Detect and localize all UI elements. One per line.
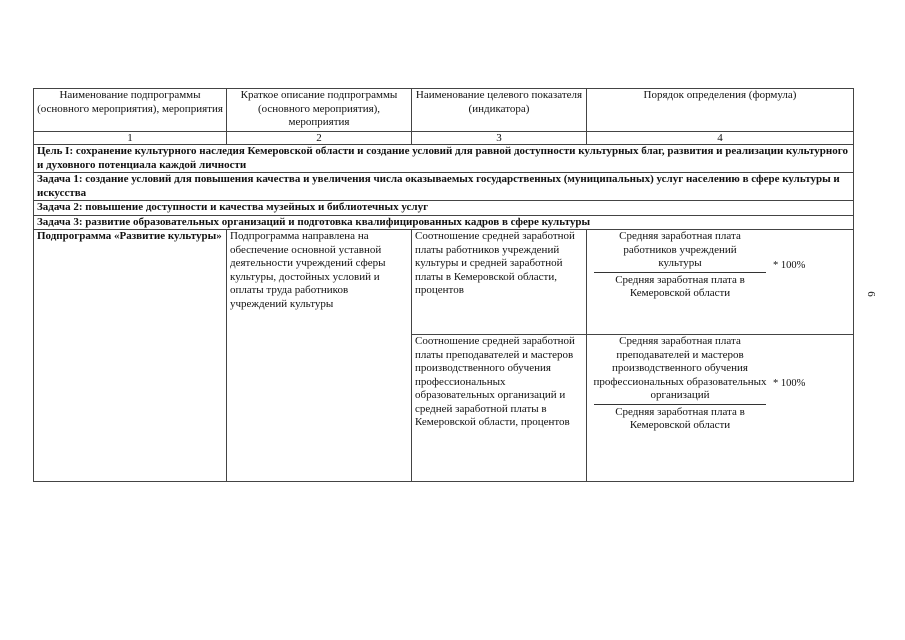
task-3-text: Задача 3: развитие образовательных организаций и подготовка квалифицированных кадров в сфере культуры: [34, 215, 854, 230]
formula-2-numerator: Средняя заработная плата преподавателей и мастеров производственного обучения профессиональных образовательных организаций: [593, 335, 767, 401]
column-number-3: 3: [412, 132, 587, 145]
formula-2-denominator: Средняя заработная плата в Кемеровской области: [615, 405, 745, 431]
task-2-text: Задача 2: повышение доступности и качества музейных и библиотечных услуг: [34, 201, 854, 216]
indicator-2-name: Соотношение средней заработной платы преподавателей и мастеров производственного обучения профессиональных образовательных организаций и средней заработной платы в Кемеровской области, процентов: [412, 335, 587, 482]
indicator-row-1: [34, 230, 854, 335]
header-col2: Краткое описание подпрограммы (основного мероприятия), мероприятия: [227, 89, 412, 132]
formula-2-fraction-line: [594, 404, 766, 405]
goal-text: Цель I: сохранение культурного наследия Кемеровской области и создание условий для равной доступности культурных благ, развития и реализации культурного и духовного потенциала каждой личности: [34, 145, 854, 173]
header-row: [34, 89, 854, 132]
subprogram-name: Подпрограмма «Развитие культуры»: [34, 230, 227, 482]
header-col3: Наименование целевого показателя (индикатора): [412, 89, 587, 132]
goal-row: [34, 145, 854, 173]
column-number-2: 2: [227, 132, 412, 145]
indicator-2-formula: [587, 335, 854, 482]
formula-1-fraction-line: [594, 272, 766, 273]
task-row-1: [34, 173, 854, 201]
page-number: 6: [864, 291, 877, 297]
indicator-1-formula: [587, 230, 854, 335]
formula-2-multiplier: * 100%: [773, 378, 806, 389]
header-col1: Наименование подпрограммы (основного мероприятия), мероприятия: [34, 89, 227, 132]
formula-1-numerator: Средняя заработная плата работников учреждений культуры: [619, 230, 741, 269]
task-row-2: [34, 201, 854, 216]
header-col4: Порядок определения (формула): [587, 89, 854, 132]
number-row: [34, 132, 854, 145]
column-number-4: 4: [587, 132, 854, 145]
formula-1-denominator: Средняя заработная плата в Кемеровской области: [615, 273, 745, 299]
task-1-text: Задача 1: создание условий для повышения качества и увеличения числа оказываемых государственных (муниципальных) услуг населению в сфере культуры и искусства: [34, 173, 854, 201]
column-number-1: 1: [34, 132, 227, 145]
subprogram-description: Подпрограмма направлена на обеспечение основной уставной деятельности учреждений сферы культуры, достойных условий и оплаты труда работников учреждений культуры: [227, 230, 412, 482]
indicator-1-name: Соотношение средней заработной платы работников учреждений культуры и средней заработной платы в Кемеровской области, процентов: [412, 230, 587, 335]
task-row-3: [34, 215, 854, 230]
indicators-table: [33, 88, 854, 482]
formula-1-multiplier: * 100%: [773, 259, 806, 271]
